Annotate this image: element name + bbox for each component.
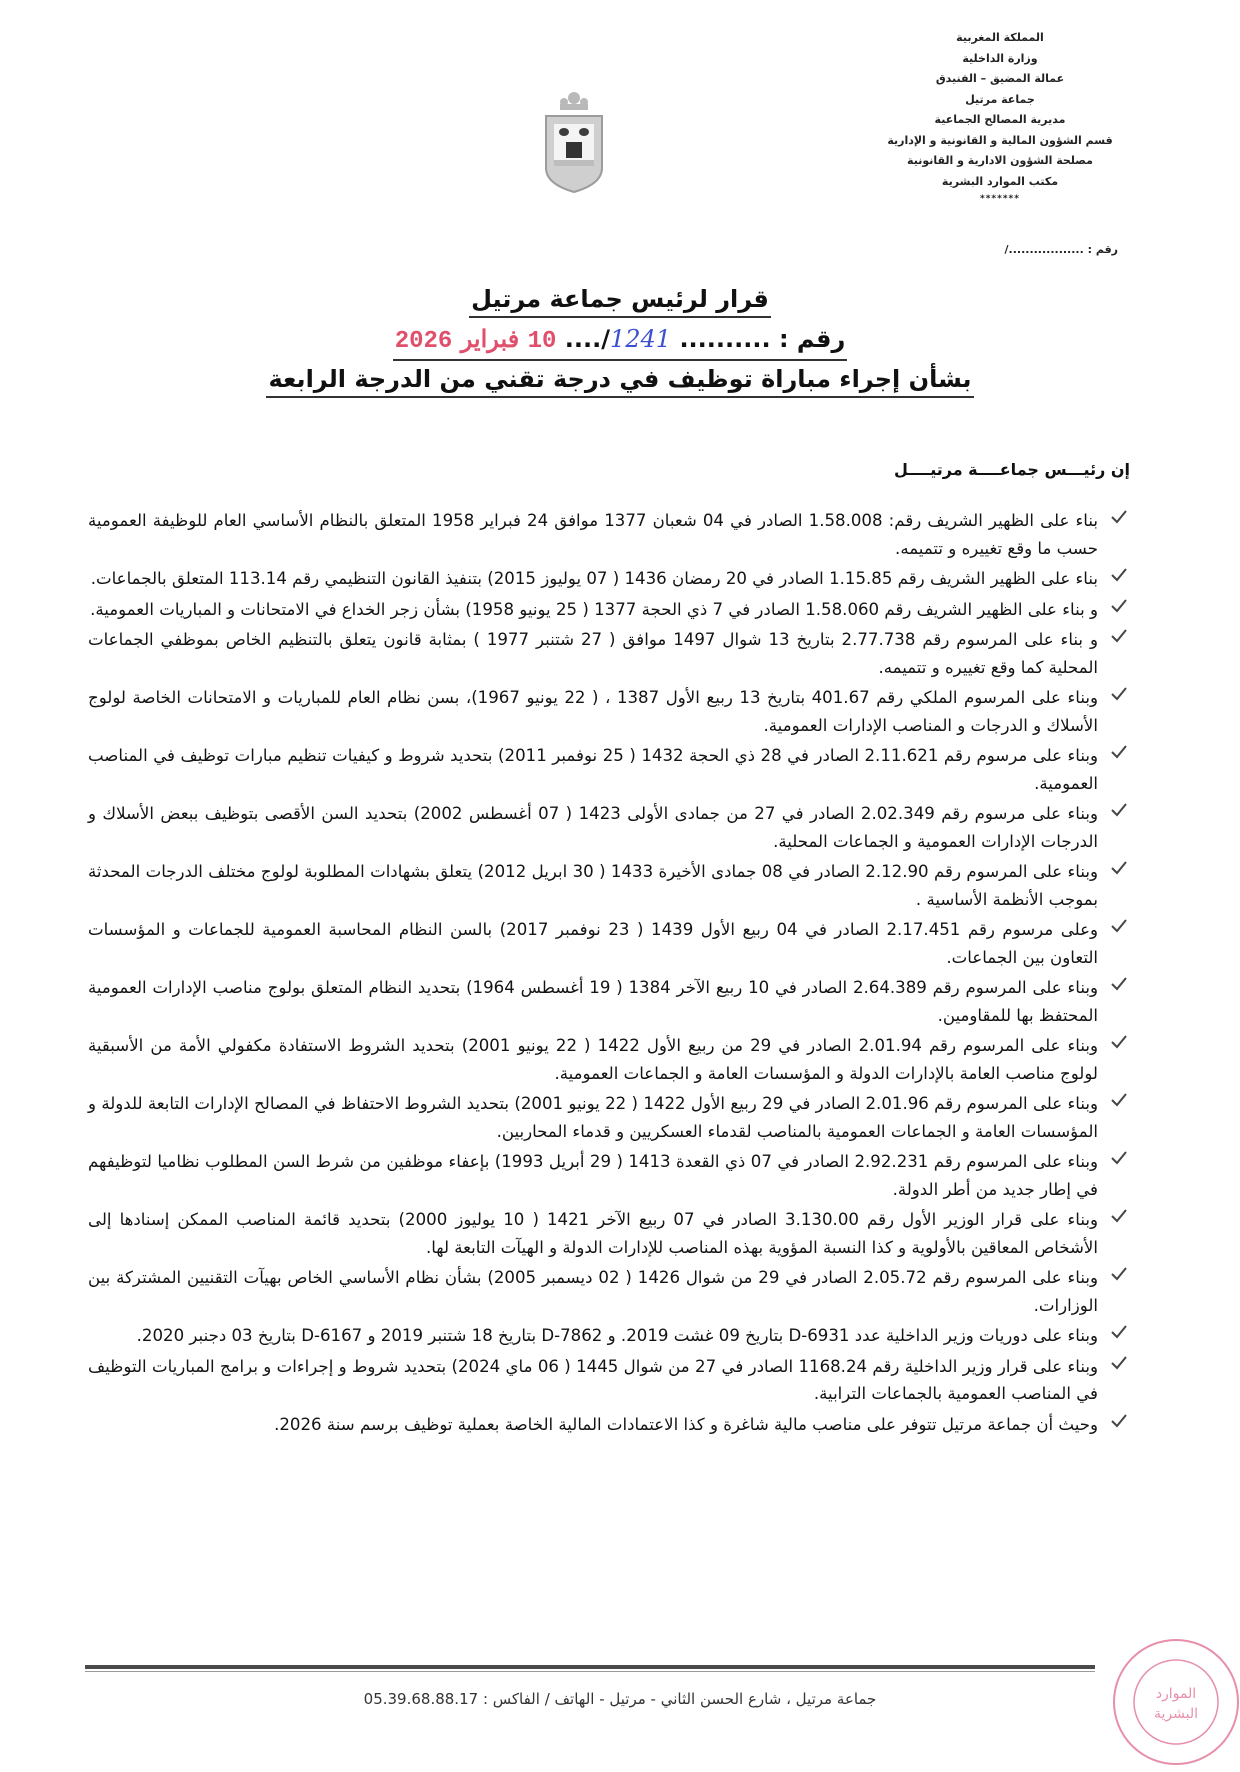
municipal-coat-of-arms-icon: [540, 86, 608, 196]
header-line-prefecture: عمالة المضيق – الفنيدق: [935, 72, 1065, 85]
header-separator: *******: [980, 194, 1020, 204]
recital-item: وبناء على قرار وزير الداخلية رقم 1168.24 الصادر في 27 من شوال 1445 ( 06 ماي 2024) بتحديد شروط و إجراءات و برامج المباريات التوظيف في المناصب العمومية بالجماعات الترابية.: [88, 1353, 1128, 1408]
checkmark-icon: [1110, 1265, 1128, 1283]
recital-item: وبناء على المرسوم الملكي رقم 401.67 بتاريخ 13 ربيع الأول 1387 ، ( 22 يونيو 1967)، بسن نظام العام للمباريات و الامتحانات الخاصة لولوج الأسلاك و الدرجات و المناصب الإدارات العمومية.: [88, 684, 1128, 739]
checkmark-icon: [1110, 1354, 1128, 1372]
checkmark-icon: [1110, 685, 1128, 703]
recitals-list: [88, 507, 1128, 1441]
recital-item: وحيث أن جماعة مرتيل تتوفر على مناصب مالية شاغرة و كذا الاعتمادات المالية الخاصة بعملية توظيف برسم سنة 2026.: [88, 1411, 1128, 1439]
date-stamp-day: 10: [527, 328, 557, 355]
decision-title: قرار لرئيس جماعة مرتيل: [469, 282, 771, 318]
checkmark-icon: [1110, 1091, 1128, 1109]
checkmark-icon: [1110, 1323, 1128, 1341]
checkmark-icon: [1110, 917, 1128, 935]
footer-divider: [85, 1665, 1095, 1669]
recital-item: وبناء على دوريات وزير الداخلية عدد D-6931 بتاريخ 09 غشت 2019. و D-7862 بتاريخ 18 شتنبر 2019 و D-6167 بتاريخ 03 دجنبر 2020.: [88, 1322, 1128, 1350]
recital-item: وبناء على المرسوم رقم 2.12.90 الصادر في 08 جمادى الأخيرة 1433 ( 30 ابريل 2012) يتعلق بشهادات المطلوبة لولوج مختلف الدرجات المحدثة بموجب الأنظمة الأساسية .: [88, 858, 1128, 913]
recital-item: و بناء على الظهير الشريف رقم 1.58.060 الصادر في 7 ذي الحجة 1377 ( 25 يونيو 1958) بشأن زجر الخداع في الامتحانات و المباريات العمومية.: [88, 596, 1128, 624]
official-seal-icon: [1106, 1632, 1240, 1772]
header-line-commune: جماعة مرتيل: [965, 92, 1035, 106]
decision-number-label: رقم :: [778, 325, 846, 353]
reference-number-line: رقم : ................../: [1004, 243, 1118, 256]
recital-item: وبناء على المرسوم رقم 2.01.96 الصادر في 29 ربيع الأول 1422 ( 22 يونيو 2001) بتحديد الشروط الاحتفاظ في المصالح الإدارات التابعة للدولة و المؤسسات العامة و الجماعات العمومية بالمناصب لقدماء العسكريين و قدماء المحاربين.: [88, 1090, 1128, 1145]
header-line-division: قسم الشؤون المالية و القانونية و الإدارية: [887, 133, 1113, 147]
checkmark-icon: [1110, 508, 1128, 526]
header-line-directorate: مديرية المصالح الجماعية: [934, 113, 1066, 126]
decision-number-line: رقم : .......... 1241/.... 10 فبراير 2026: [393, 322, 848, 361]
seal-text-1: الموارد: [1155, 1686, 1197, 1702]
checkmark-icon: [1110, 1207, 1128, 1225]
checkmark-icon: [1110, 627, 1128, 645]
seal-text-2: البشرية: [1154, 1706, 1198, 1722]
header-line-office: مكتب الموارد البشرية: [941, 174, 1059, 188]
checkmark-icon: [1110, 597, 1128, 615]
checkmark-icon: [1110, 566, 1128, 584]
checkmark-icon: [1110, 1033, 1128, 1051]
recital-item: وبناء على المرسوم رقم 2.64.389 الصادر في 10 ربيع الآخر 1384 ( 19 أغسطس 1964) بتحديد النظام المتعلق بولوج مناصب الإدارات العمومية المحتفظ بها للمقاومين.: [88, 974, 1128, 1029]
date-stamp-year: 2026: [394, 328, 453, 355]
intro-heading: إن رئيـــس جماعــــة مرتيــــل: [894, 460, 1130, 479]
decision-subject: بشأن إجراء مباراة توظيف في درجة تقني من الدرجة الرابعة: [266, 362, 973, 398]
checkmark-icon: [1110, 859, 1128, 877]
recital-item: وبناء على المرسوم رقم 2.05.72 الصادر في 29 من شوال 1426 ( 02 ديسمبر 2005) بشأن نظام الأساسي الخاص بهيآت التقنيين المشتركة بين الوزارات.: [88, 1264, 1128, 1319]
recital-item: بناء على الظهير الشريف رقم: 1.58.008 الصادر في 04 شعبان 1377 موافق 24 فبراير 1958 المتعلق بالنظام الأساسي العام للوظيفة العمومية حسب ما وقع تغييره و تتميمه.: [88, 507, 1128, 562]
decision-title-block: [0, 282, 1240, 402]
checkmark-icon: [1110, 801, 1128, 819]
checkmark-icon: [1110, 743, 1128, 761]
recital-item: وبناء على مرسوم رقم 2.02.349 الصادر في 27 من جمادى الأولى 1423 ( 07 أغسطس 2002) بتحديد السن الأقصى بتوظيف ببعض الأسلاك و الدرجات الإدارات العمومية و الجماعات المحلية.: [88, 800, 1128, 855]
recital-item: وبناء على قرار الوزير الأول رقم 3.130.00 الصادر في 07 ربيع الآخر 1421 ( 10 يوليوز 2000) بتحديد قائمة المناصب الممكن إسنادها إلى الأشخاص المعاقين بالأولوية و كذا النسبة المؤوية بهذه المناصب للإدارات الدولة و الهيآت التابعة لها.: [88, 1206, 1128, 1261]
issuer-header: [850, 28, 1150, 206]
checkmark-icon: [1110, 975, 1128, 993]
recital-item: بناء على الظهير الشريف رقم 1.15.85 الصادر في 20 رمضان 1436 ( 07 يوليوز 2015) بتنفيذ القانون التنظيمي رقم 113.14 المتعلق بالجماعات.: [88, 565, 1128, 593]
header-line-ministry: وزارة الداخلية: [962, 51, 1038, 65]
date-stamp-month: فبراير: [460, 328, 520, 355]
header-line-kingdom: المملكة المغربية: [956, 31, 1044, 44]
checkmark-icon: [1110, 1149, 1128, 1167]
header-line-service: مصلحة الشؤون الادارية و القانونية: [907, 154, 1093, 167]
recital-item: وبناء على المرسوم رقم 2.01.94 الصادر في 29 من ربيع الأول 1422 ( 22 يونيو 2001) بتحديد الشروط الاستفادة مكفولي الأمة من الأسبقية لولوج مناصب العامة بالإدارات الدولة و المؤسسات العامة و الجماعات العمومية.: [88, 1032, 1128, 1087]
recital-item: وعلى مرسوم رقم 2.17.451 الصادر في 04 ربيع الأول 1439 ( 23 نوفمبر 2017) بالسن النظام المحاسبة العمومية للجماعات و المؤسسات التعاون بين الجماعات.: [88, 916, 1128, 971]
recital-item: وبناء على المرسوم رقم 2.92.231 الصادر في 07 ذي القعدة 1413 ( 29 أبريل 1993) بإعفاء موظفين من شرط السن المطلوب نظاميا لتوظيفهم في إطار جديد من أطر الدولة.: [88, 1148, 1128, 1203]
footer-contact: جماعة مرتيل ، شارع الحسن الثاني - مرتيل - الهاتف / الفاكس : 05.39.68.88.17: [363, 1690, 877, 1708]
handwritten-decision-number: 1241: [610, 325, 672, 353]
checkmark-icon: [1110, 1412, 1128, 1430]
footer-divider-thin: [85, 1671, 1095, 1672]
recital-item: و بناء على المرسوم رقم 2.77.738 بتاريخ 13 شوال 1497 موافق ( 27 شتنبر 1977 ) بمثابة قانون يتعلق بالتنظيم الخاص بموظفي الجماعات المحلية كما وقع تغييره و تتميمه.: [88, 626, 1128, 681]
recital-item: وبناء على مرسوم رقم 2.11.621 الصادر في 28 ذي الحجة 1432 ( 25 نوفمبر 2011) بتحديد شروط و كيفيات تنظيم مبارات توظيف في المناصب العمومية.: [88, 742, 1128, 797]
